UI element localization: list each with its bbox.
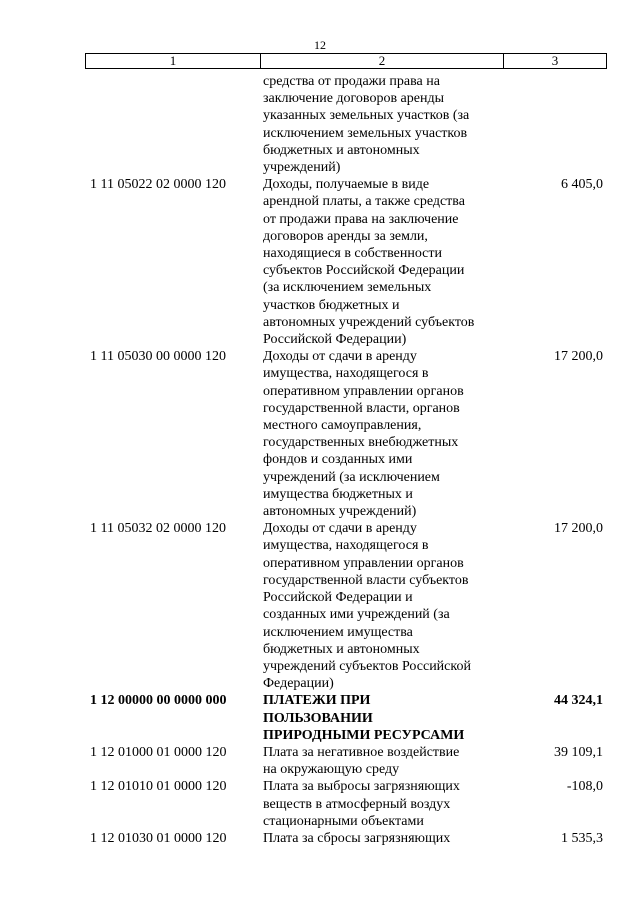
row-description: Доходы от сдачи в аренду имущества, находящегося в оперативном управлении органов государственной власти, органов местного самоуправления, государственных внебюджетных фондов и созданных ими учреждений (за исключением имущества бюджетных и автономных учреждений) xyxy=(263,349,464,520)
header-col-1: 1 xyxy=(86,54,261,68)
row-description: Плата за выбросы загрязняющих веществ в атмосферный воздух стационарными объектами xyxy=(263,779,460,829)
page-number: 12 xyxy=(314,38,326,52)
row-code: 1 12 01010 01 0000 120 xyxy=(90,779,227,795)
table-row xyxy=(85,778,607,830)
row-description: Доходы, получаемые в виде арендной платы, а также средства от продажи права на заключение договоров аренды за земли, находящиеся в собственности субъектов Российской Федерации (за исключением земельных участков бюджетных и автономных учреждений субъектов Российской Федерации) xyxy=(263,177,475,348)
header-col-3: 3 xyxy=(551,53,559,68)
row-amount xyxy=(504,73,607,176)
row-description: Доходы от сдачи в аренду имущества, находящегося в оперативном управлении органов государственной власти субъектов Российской Федерации и созданных ими учреждений (за исключением имущества бюджетных и автономных учреждений субъектов Российской Федерации) xyxy=(263,521,471,692)
row-amount: 1 535,3 xyxy=(561,830,603,846)
row-amount: 44 324,1 xyxy=(554,693,603,709)
table-body xyxy=(85,73,607,847)
row-code: 1 11 05032 02 0000 120 xyxy=(90,521,226,537)
row-amount: 17 200,0 xyxy=(554,521,603,537)
table-row xyxy=(85,176,607,348)
row-code: 1 12 00000 00 0000 000 xyxy=(90,693,227,709)
row-amount: -108,0 xyxy=(566,779,603,795)
row-amount: 6 405,0 xyxy=(561,177,603,193)
row-code: 1 11 05030 00 0000 120 xyxy=(90,349,226,365)
table-row xyxy=(85,520,607,692)
header-col-2: 2 xyxy=(261,54,504,68)
row-description: Плата за сбросы загрязняющих xyxy=(263,830,451,846)
table-row xyxy=(85,830,607,847)
table-header xyxy=(85,53,607,69)
table-row xyxy=(85,744,607,778)
row-code: 1 12 01000 01 0000 120 xyxy=(90,744,227,760)
row-code xyxy=(85,73,261,176)
row-amount: 39 109,1 xyxy=(554,744,603,760)
table-row-section xyxy=(85,692,607,744)
row-description: средства от продажи права на заключение договоров аренды указанных земельных участков (за исключением земельных участков бюджетных и автономных учреждений) xyxy=(263,74,470,176)
row-code: 1 12 01030 01 0000 120 xyxy=(90,830,227,846)
table-row xyxy=(85,348,607,520)
row-code: 1 11 05022 02 0000 120 xyxy=(90,177,226,193)
row-amount: 17 200,0 xyxy=(554,349,603,365)
table-row xyxy=(85,73,607,176)
row-description: ПЛАТЕЖИ ПРИ ПОЛЬЗОВАНИИ ПРИРОДНЫМИ РЕСУРСАМИ xyxy=(263,693,465,743)
row-description: Плата за негативное воздействие на окружающую среду xyxy=(263,744,460,778)
